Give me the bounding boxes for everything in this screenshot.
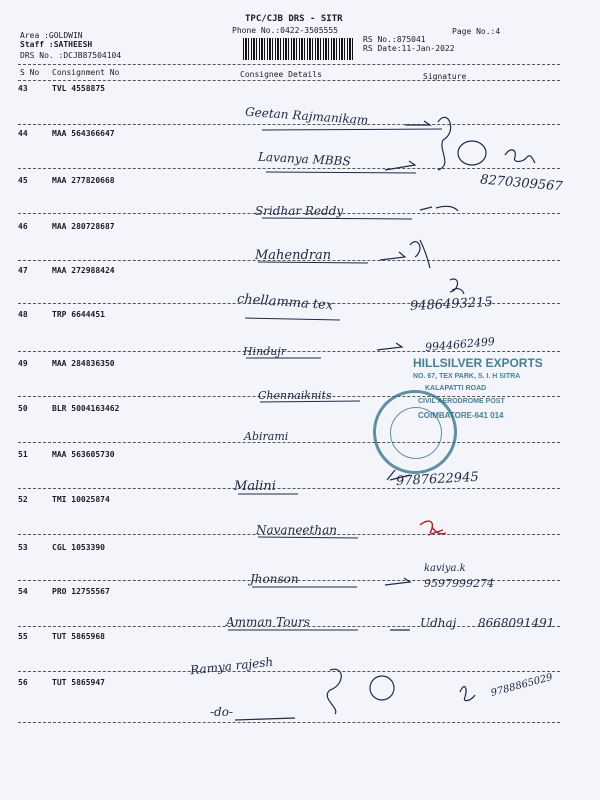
row-sno: 55 (18, 632, 28, 641)
row-consignment: MAA 564366647 (52, 129, 115, 138)
drs-number: DRS No. :DCJB87504104 (20, 51, 122, 60)
row-sno: 44 (18, 129, 28, 138)
rs-number: RS No.:875041 (363, 35, 426, 44)
row-sno: 45 (18, 176, 28, 185)
handwritten-name: Mahendran (255, 248, 332, 263)
row-sno: 43 (18, 84, 28, 93)
row-sno: 56 (18, 678, 28, 687)
handwritten-name: kaviya.k (424, 563, 466, 574)
row-consignment: TVL 4558875 (52, 84, 105, 93)
handwritten-name: Lavanya MBBS (257, 149, 351, 169)
row-consignment: TUT 5865947 (52, 678, 105, 687)
handwritten-phone: 9597999274 (424, 577, 494, 590)
handwritten-phone: 8668091491 (478, 616, 555, 630)
document-title: TPC/CJB DRS - SITR (245, 14, 343, 24)
row-consignment: MAA 284836350 (52, 359, 115, 368)
handwritten-name: Geetan Rajmanikam (244, 104, 369, 128)
handwritten-name: chellamma tex (236, 291, 334, 314)
handwritten-name: Malini (234, 479, 276, 494)
row-consignment: TMI 10025874 (52, 495, 110, 504)
row-sno: 49 (18, 359, 28, 368)
row-consignment: CGL 1053390 (52, 543, 105, 552)
rs-date: RS Date:11-Jan-2022 (363, 44, 455, 53)
handwritten-name: Jhonson (250, 572, 299, 586)
stamp-line: NO. 67, TEX PARK, S. I. H SITRA (413, 373, 521, 380)
row-sno: 54 (18, 587, 28, 596)
handwritten-name: Chennaiknits (258, 389, 332, 402)
row-sno: 48 (18, 310, 28, 319)
stamp-line: CIVIL AERODROME POST (418, 398, 505, 405)
stamp-line: COIMBATORE-641 014 (418, 411, 504, 420)
column-consignment: Consignment No (52, 68, 120, 77)
row-sno: 47 (18, 266, 28, 275)
row-consignment: MAA 280728687 (52, 222, 115, 231)
handwritten-name: Ramya rajesh (189, 654, 274, 678)
row-sno: 46 (18, 222, 28, 231)
handwritten-phone: 9944662499 (424, 334, 496, 355)
handwritten-name: Amman Tours (226, 615, 311, 629)
column-sno: S No (20, 68, 40, 77)
row-consignment: TUT 5865968 (52, 632, 105, 641)
area-label: Area :GOLDWIN (20, 31, 83, 40)
stamp-line: KALAPATTI ROAD (425, 385, 487, 392)
column-consignee: Consignee Details (240, 70, 322, 79)
stamp-company: HILLSILVER EXPORTS (413, 356, 543, 370)
handwritten-name: Abirami (244, 430, 289, 443)
handwritten-phone: 9788865029 (489, 671, 554, 700)
staff-label: Staff :SATHEESH (20, 40, 93, 49)
page-number: Page No.:4 (452, 27, 501, 36)
handwritten-phone: 9787622945 (395, 469, 480, 490)
row-consignment: MAA 563605730 (52, 450, 115, 459)
handwritten-name: Navaneethan (256, 523, 337, 537)
handwritten-name: Sridhar Reddy (255, 204, 344, 218)
column-signature: Signature (423, 72, 467, 81)
handwritten-name: Udhaj (420, 616, 457, 630)
row-consignment: MAA 277820668 (52, 176, 115, 185)
row-sno: 53 (18, 543, 28, 552)
phone-number: Phone No.:0422-3505555 (232, 26, 338, 35)
row-sno: 51 (18, 450, 28, 459)
row-consignment: TRP 6644451 (52, 310, 105, 319)
row-consignment: PRO 12755567 (52, 587, 110, 596)
row-consignment: BLR 5004163462 (52, 404, 120, 413)
handwritten-ditto: -do- (210, 705, 234, 719)
handwritten-phone: 9486493215 (409, 294, 494, 315)
handwritten-phone: 8270309567 (479, 172, 564, 195)
handwritten-name: Hindujr (243, 345, 286, 358)
row-sno: 50 (18, 404, 28, 413)
row-consignment: MAA 272988424 (52, 266, 115, 275)
row-sno: 52 (18, 495, 28, 504)
